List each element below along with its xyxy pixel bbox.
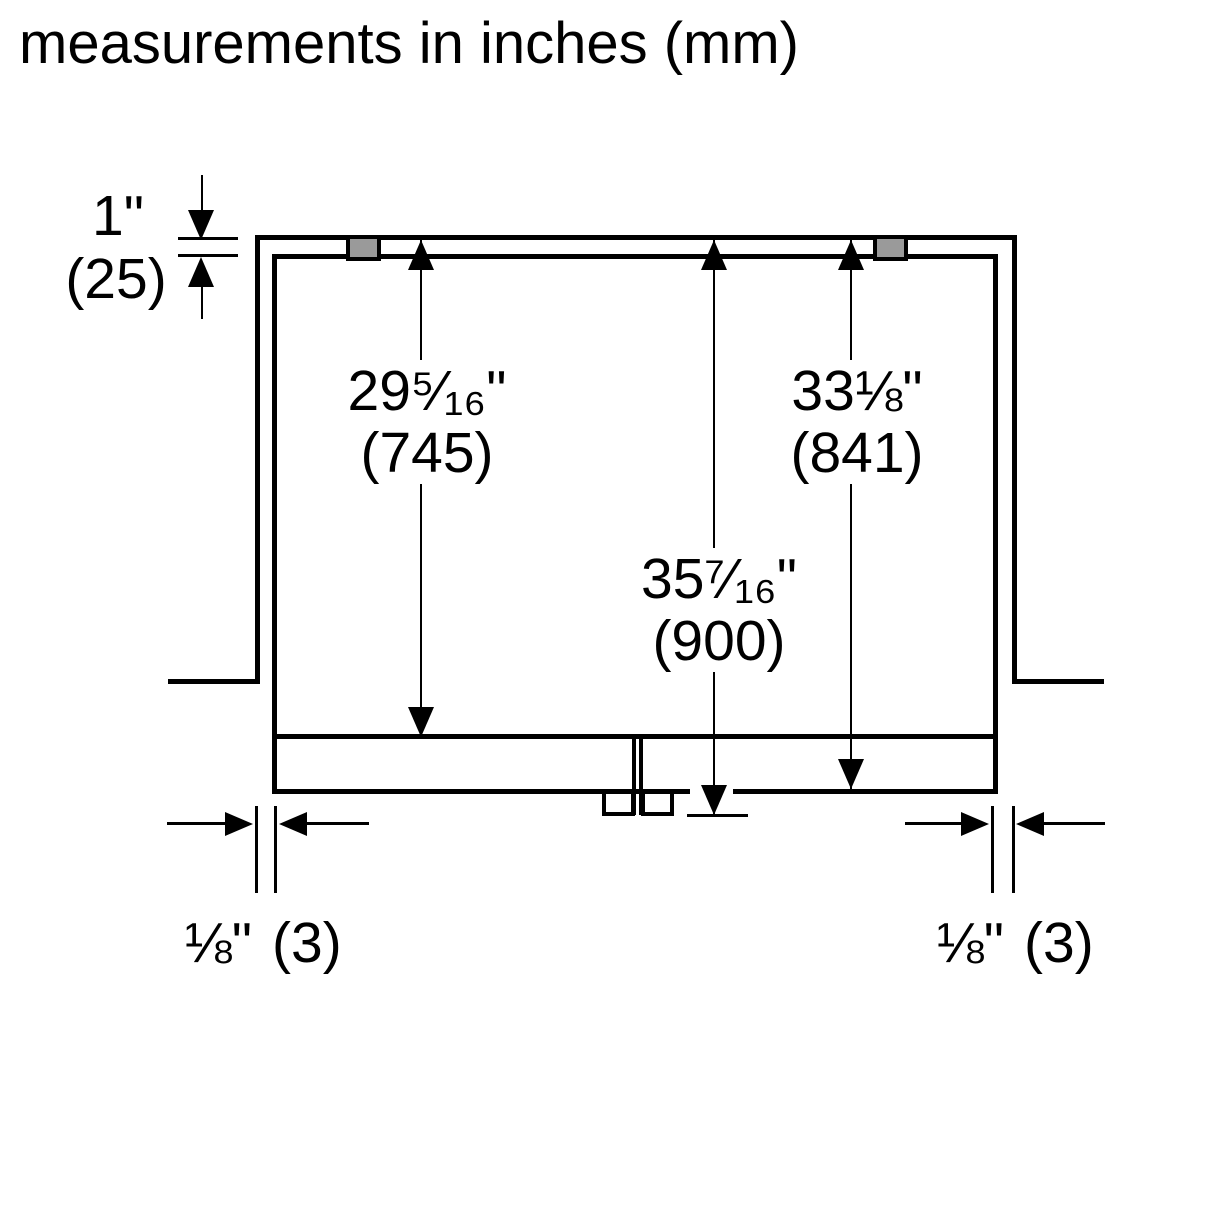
top-clearance-arrowhead-down-icon	[188, 210, 214, 240]
page-title: measurements in inches (mm)	[19, 11, 799, 76]
dim-900-label	[633, 548, 805, 672]
dim-841-inches: 33⅛"	[791, 359, 923, 423]
rear-spacer-right	[873, 235, 908, 261]
cabinet-left-line	[272, 254, 277, 794]
side-wall-left-line	[255, 235, 260, 684]
dim-900-mm: (900)	[652, 609, 786, 673]
dim-841-mm: (841)	[790, 421, 924, 485]
dim-745-label	[339, 360, 514, 484]
top-clearance-arrowhead-up-icon	[188, 257, 214, 287]
left-gap-arrowhead-left-icon	[279, 812, 307, 836]
top-clearance-arrow-line-upper	[201, 175, 203, 210]
dim-841-line	[850, 240, 852, 789]
right-gap-label	[936, 912, 1093, 974]
right-gap-arrowhead-left-icon	[1016, 812, 1044, 836]
left-gap-tick-outer	[255, 806, 258, 893]
left-gap-arrowhead-right-icon	[225, 812, 253, 836]
left-gap-arrow-line-left	[167, 822, 225, 825]
rear-spacer-left	[346, 235, 381, 261]
left-gap-arrow-line-right	[307, 822, 369, 825]
right-gap-tick-inner	[991, 806, 994, 893]
dim-900-arrowhead-up-icon	[701, 240, 727, 270]
right-gap-tick-outer	[1012, 806, 1015, 893]
dim-900-line	[713, 240, 715, 815]
dim-900-arrowhead-down-icon	[701, 785, 727, 815]
dim-745-arrowhead-up-icon	[408, 240, 434, 270]
door-front-line-right	[733, 789, 998, 794]
dim-841-arrowhead-up-icon	[838, 240, 864, 270]
handle-left-box	[602, 790, 635, 816]
top-clearance-arrow-line-lower	[201, 287, 203, 319]
dim-900-inches: 35⁷⁄₁₆"	[641, 547, 797, 611]
dim-841-arrowhead-down-icon	[838, 759, 864, 789]
dim-745-line	[420, 240, 422, 737]
floor-reference-line	[687, 814, 748, 817]
side-wall-right-line	[1012, 235, 1017, 684]
right-gap-arrowhead-right-icon	[961, 812, 989, 836]
right-gap-mm: (3)	[1024, 911, 1094, 975]
left-gap-mm: (3)	[272, 911, 342, 975]
dim-745-arrowhead-down-icon	[408, 707, 434, 737]
right-gap-inches: ⅛"	[936, 911, 1005, 975]
handle-right-box	[641, 790, 674, 816]
cabinet-right-line	[993, 254, 998, 794]
top-clearance-tick-upper	[178, 237, 238, 240]
wall-return-right-line	[1012, 679, 1104, 684]
dim-745-inches: 29⁵⁄₁₆"	[347, 359, 507, 423]
left-gap-inches: ⅛"	[184, 911, 253, 975]
left-gap-label	[184, 912, 341, 974]
top-clearance-label-mm: (25)	[65, 247, 167, 311]
dim-841-label	[782, 360, 931, 484]
dim-745-mm: (745)	[360, 421, 494, 485]
wall-return-left-line	[168, 679, 260, 684]
right-gap-arrow-line-right	[1044, 822, 1105, 825]
top-clearance-label-inches: 1"	[92, 184, 144, 248]
left-gap-tick-inner	[274, 806, 277, 893]
right-gap-arrow-line-left	[905, 822, 963, 825]
